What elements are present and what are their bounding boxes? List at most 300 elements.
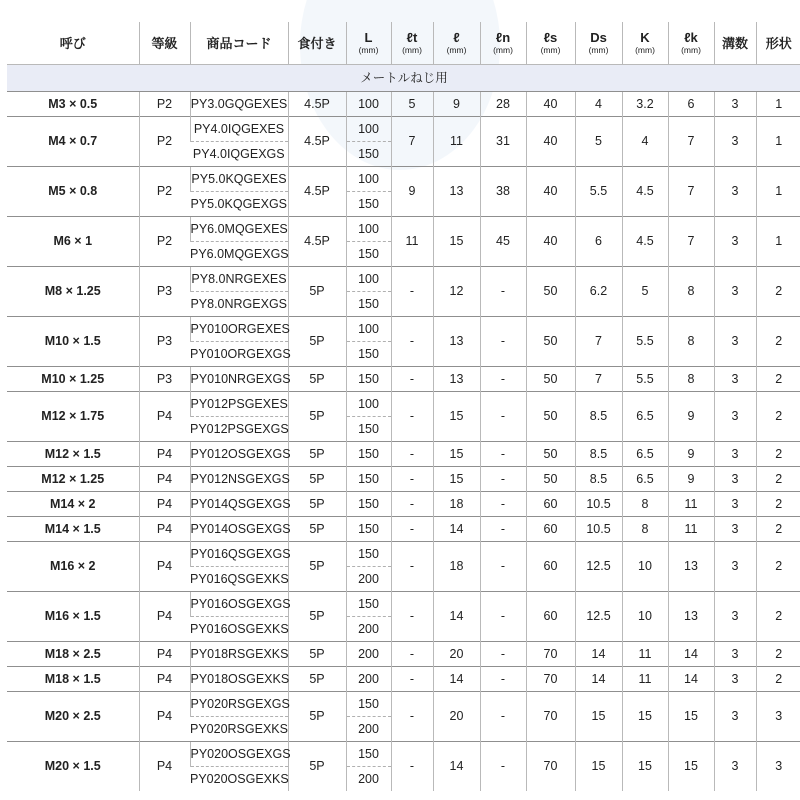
- lk-cell: 9: [668, 392, 714, 442]
- length-cell: 150: [346, 242, 391, 267]
- ln-cell: -: [480, 742, 526, 792]
- l-cell: 14: [433, 667, 480, 692]
- grade-cell: P4: [139, 492, 190, 517]
- ln-cell: -: [480, 467, 526, 492]
- length-cell: 150: [346, 142, 391, 167]
- column-header-label: 食付き: [297, 35, 337, 51]
- ln-cell: -: [480, 267, 526, 317]
- table-row: [7, 542, 800, 567]
- lk-cell: 15: [668, 742, 714, 792]
- grade-cell: P3: [139, 317, 190, 367]
- flutes-cell: 3: [714, 367, 756, 392]
- chamfer-cell: 5P: [288, 517, 346, 542]
- ln-cell: -: [480, 642, 526, 667]
- shape-cell: 1: [756, 117, 800, 167]
- product-code: PY016QSGEXKS: [190, 567, 288, 592]
- ls-cell: 40: [526, 117, 575, 167]
- l-cell: 20: [433, 642, 480, 667]
- column-header: [668, 22, 714, 65]
- shape-cell: 2: [756, 267, 800, 317]
- l-cell: 14: [433, 592, 480, 642]
- k-cell: 5.5: [622, 317, 668, 367]
- column-header: [480, 22, 526, 65]
- ds-cell: 15: [575, 692, 622, 742]
- column-header-label: 溝数: [721, 35, 748, 51]
- column-header: [714, 22, 756, 65]
- column-unit: (mm): [446, 45, 467, 56]
- chamfer-cell: 5P: [288, 317, 346, 367]
- l-cell: 15: [433, 442, 480, 467]
- product-code: PY5.0KQGEXGS: [190, 192, 288, 217]
- column-header-label: 呼び: [59, 35, 86, 51]
- lt-cell: 9: [391, 167, 433, 217]
- k-cell: 10: [622, 542, 668, 592]
- lk-cell: 7: [668, 117, 714, 167]
- l-cell: 18: [433, 492, 480, 517]
- thread-size: M8 × 1.25: [7, 267, 139, 317]
- thread-size: M12 × 1.25: [7, 467, 139, 492]
- ds-cell: 6: [575, 217, 622, 267]
- column-header: [622, 22, 668, 65]
- flutes-cell: 3: [714, 467, 756, 492]
- lt-cell: -: [391, 367, 433, 392]
- thread-size: M5 × 0.8: [7, 167, 139, 217]
- shape-cell: 2: [756, 642, 800, 667]
- product-code: PY6.0MQGEXES: [190, 217, 288, 242]
- column-header-label: L: [364, 30, 373, 46]
- ds-cell: 7: [575, 317, 622, 367]
- length-cell: 100: [346, 317, 391, 342]
- length-cell: 150: [346, 367, 391, 392]
- flutes-cell: 3: [714, 517, 756, 542]
- length-cell: 200: [346, 617, 391, 642]
- length-cell: 150: [346, 517, 391, 542]
- flutes-cell: 3: [714, 392, 756, 442]
- flutes-cell: 3: [714, 542, 756, 592]
- k-cell: 6.5: [622, 467, 668, 492]
- lt-cell: -: [391, 667, 433, 692]
- flutes-cell: 3: [714, 317, 756, 367]
- shape-cell: 2: [756, 467, 800, 492]
- grade-cell: P4: [139, 542, 190, 592]
- table-row: [7, 517, 800, 542]
- ln-cell: -: [480, 692, 526, 742]
- column-header: [346, 22, 391, 65]
- shape-cell: 2: [756, 517, 800, 542]
- column-unit: (mm): [681, 45, 701, 56]
- column-header-label: 等級: [151, 35, 178, 51]
- column-header-label: ℓs: [543, 30, 558, 46]
- ls-cell: 60: [526, 542, 575, 592]
- column-unit: (mm): [493, 45, 513, 56]
- product-code: PY4.0IQGEXES: [190, 117, 288, 142]
- product-code: PY020OSGEXGS: [190, 742, 288, 767]
- ln-cell: 45: [480, 217, 526, 267]
- k-cell: 3.2: [622, 92, 668, 117]
- ds-cell: 8.5: [575, 442, 622, 467]
- length-cell: 150: [346, 442, 391, 467]
- shape-cell: 2: [756, 592, 800, 642]
- lt-cell: -: [391, 492, 433, 517]
- product-code: PY012PSGEXGS: [190, 417, 288, 442]
- column-unit: (mm): [588, 45, 609, 56]
- length-cell: 200: [346, 767, 391, 792]
- chamfer-cell: 4.5P: [288, 92, 346, 117]
- lk-cell: 11: [668, 517, 714, 542]
- k-cell: 5: [622, 267, 668, 317]
- ls-cell: 40: [526, 217, 575, 267]
- product-code: PY8.0NRGEXGS: [190, 292, 288, 317]
- shape-cell: 1: [756, 167, 800, 217]
- l-cell: 18: [433, 542, 480, 592]
- flutes-cell: 3: [714, 167, 756, 217]
- lt-cell: -: [391, 392, 433, 442]
- ln-cell: -: [480, 492, 526, 517]
- grade-cell: P3: [139, 267, 190, 317]
- lt-cell: -: [391, 467, 433, 492]
- k-cell: 11: [622, 667, 668, 692]
- chamfer-cell: 4.5P: [288, 117, 346, 167]
- chamfer-cell: 5P: [288, 392, 346, 442]
- thread-size: M16 × 2: [7, 542, 139, 592]
- chamfer-cell: 5P: [288, 742, 346, 792]
- column-header-label: K: [640, 30, 650, 46]
- chamfer-cell: 5P: [288, 442, 346, 467]
- l-cell: 15: [433, 217, 480, 267]
- product-code: PY6.0MQGEXGS: [190, 242, 288, 267]
- lk-cell: 8: [668, 267, 714, 317]
- length-cell: 150: [346, 192, 391, 217]
- thread-size: M16 × 1.5: [7, 592, 139, 642]
- length-cell: 150: [346, 467, 391, 492]
- thread-size: M6 × 1: [7, 217, 139, 267]
- lt-cell: 5: [391, 92, 433, 117]
- ds-cell: 15: [575, 742, 622, 792]
- ln-cell: 31: [480, 117, 526, 167]
- lk-cell: 6: [668, 92, 714, 117]
- lt-cell: -: [391, 517, 433, 542]
- flutes-cell: 3: [714, 667, 756, 692]
- product-code: PY020RSGEXKS: [190, 717, 288, 742]
- length-cell: 200: [346, 717, 391, 742]
- product-code: PY018RSGEXKS: [190, 642, 288, 667]
- thread-size: M20 × 1.5: [7, 742, 139, 792]
- product-code: PY010ORGEXES: [190, 317, 288, 342]
- ls-cell: 50: [526, 317, 575, 367]
- table-row: [7, 492, 800, 517]
- shape-cell: 2: [756, 667, 800, 692]
- chamfer-cell: 5P: [288, 642, 346, 667]
- lt-cell: -: [391, 642, 433, 667]
- product-code: PY016OSGEXGS: [190, 592, 288, 617]
- l-cell: 15: [433, 392, 480, 442]
- thread-size: M14 × 2: [7, 492, 139, 517]
- lk-cell: 9: [668, 442, 714, 467]
- k-cell: 8: [622, 492, 668, 517]
- column-header: [7, 22, 139, 65]
- lk-cell: 11: [668, 492, 714, 517]
- lk-cell: 15: [668, 692, 714, 742]
- ls-cell: 70: [526, 692, 575, 742]
- k-cell: 10: [622, 592, 668, 642]
- table-row: [7, 217, 800, 242]
- flutes-cell: 3: [714, 92, 756, 117]
- grade-cell: P4: [139, 392, 190, 442]
- column-header: [139, 22, 190, 65]
- k-cell: 4: [622, 117, 668, 167]
- lk-cell: 8: [668, 367, 714, 392]
- column-header: [288, 22, 346, 65]
- ds-cell: 7: [575, 367, 622, 392]
- chamfer-cell: 4.5P: [288, 167, 346, 217]
- ds-cell: 5.5: [575, 167, 622, 217]
- shape-cell: 2: [756, 392, 800, 442]
- thread-size: M10 × 1.25: [7, 367, 139, 392]
- length-cell: 150: [346, 292, 391, 317]
- lk-cell: 13: [668, 592, 714, 642]
- thread-size: M14 × 1.5: [7, 517, 139, 542]
- lt-cell: 7: [391, 117, 433, 167]
- grade-cell: P2: [139, 117, 190, 167]
- ln-cell: -: [480, 542, 526, 592]
- column-header-label: 形状: [765, 35, 792, 51]
- section-label: メートルねじ用: [7, 65, 800, 92]
- ls-cell: 50: [526, 367, 575, 392]
- table-row: [7, 392, 800, 417]
- k-cell: 5.5: [622, 367, 668, 392]
- ls-cell: 50: [526, 267, 575, 317]
- column-header-label: ℓn: [495, 30, 511, 46]
- chamfer-cell: 5P: [288, 367, 346, 392]
- table-row: [7, 592, 800, 617]
- thread-size: M18 × 2.5: [7, 642, 139, 667]
- thread-size: M12 × 1.75: [7, 392, 139, 442]
- length-cell: 150: [346, 542, 391, 567]
- thread-size: M18 × 1.5: [7, 667, 139, 692]
- table-row: [7, 692, 800, 717]
- grade-cell: P2: [139, 217, 190, 267]
- grade-cell: P3: [139, 367, 190, 392]
- table-row: [7, 267, 800, 292]
- l-cell: 9: [433, 92, 480, 117]
- product-code: PY016OSGEXKS: [190, 617, 288, 642]
- k-cell: 4.5: [622, 167, 668, 217]
- ds-cell: 14: [575, 667, 622, 692]
- table-row: [7, 117, 800, 142]
- k-cell: 11: [622, 642, 668, 667]
- ds-cell: 10.5: [575, 492, 622, 517]
- table-row: [7, 742, 800, 767]
- product-code: PY016QSGEXGS: [190, 542, 288, 567]
- column-header-label: 商品コード: [206, 35, 272, 51]
- ds-cell: 12.5: [575, 542, 622, 592]
- shape-cell: 2: [756, 442, 800, 467]
- chamfer-cell: 4.5P: [288, 217, 346, 267]
- grade-cell: P4: [139, 642, 190, 667]
- product-code: PY5.0KQGEXES: [190, 167, 288, 192]
- chamfer-cell: 5P: [288, 667, 346, 692]
- column-header-label: ℓ: [453, 30, 460, 46]
- shape-cell: 2: [756, 317, 800, 367]
- column-unit: (mm): [402, 45, 422, 56]
- column-header: [575, 22, 622, 65]
- column-header-label: ℓk: [684, 30, 698, 46]
- lk-cell: 13: [668, 542, 714, 592]
- lk-cell: 9: [668, 467, 714, 492]
- ls-cell: 40: [526, 92, 575, 117]
- lt-cell: -: [391, 442, 433, 467]
- product-code: PY012PSGEXES: [190, 392, 288, 417]
- shape-cell: 2: [756, 542, 800, 592]
- ls-cell: 70: [526, 642, 575, 667]
- column-unit: (mm): [635, 45, 655, 56]
- l-cell: 13: [433, 367, 480, 392]
- flutes-cell: 3: [714, 642, 756, 667]
- product-code: PY012OSGEXGS: [190, 442, 288, 467]
- ls-cell: 60: [526, 492, 575, 517]
- ln-cell: -: [480, 667, 526, 692]
- length-cell: 100: [346, 217, 391, 242]
- product-code: PY018OSGEXKS: [190, 667, 288, 692]
- ds-cell: 4: [575, 92, 622, 117]
- table-row: [7, 317, 800, 342]
- ln-cell: 28: [480, 92, 526, 117]
- chamfer-cell: 5P: [288, 467, 346, 492]
- column-header: [391, 22, 433, 65]
- flutes-cell: 3: [714, 442, 756, 467]
- column-header: [433, 22, 480, 65]
- product-code: PY010ORGEXGS: [190, 342, 288, 367]
- ln-cell: -: [480, 392, 526, 442]
- ds-cell: 14: [575, 642, 622, 667]
- flutes-cell: 3: [714, 692, 756, 742]
- ls-cell: 50: [526, 442, 575, 467]
- flutes-cell: 3: [714, 117, 756, 167]
- grade-cell: P4: [139, 467, 190, 492]
- ln-cell: -: [480, 367, 526, 392]
- l-cell: 15: [433, 467, 480, 492]
- length-cell: 100: [346, 392, 391, 417]
- product-code: PY012NSGEXGS: [190, 467, 288, 492]
- thread-size: M20 × 2.5: [7, 692, 139, 742]
- length-cell: 100: [346, 167, 391, 192]
- thread-size: M12 × 1.5: [7, 442, 139, 467]
- product-code: PY014OSGEXGS: [190, 517, 288, 542]
- column-header: [526, 22, 575, 65]
- l-cell: 12: [433, 267, 480, 317]
- ds-cell: 10.5: [575, 517, 622, 542]
- lk-cell: 8: [668, 317, 714, 367]
- table-row: [7, 92, 800, 117]
- shape-cell: 2: [756, 492, 800, 517]
- ls-cell: 70: [526, 742, 575, 792]
- grade-cell: P4: [139, 692, 190, 742]
- thread-size: M3 × 0.5: [7, 92, 139, 117]
- length-cell: 150: [346, 492, 391, 517]
- lk-cell: 7: [668, 167, 714, 217]
- tap-spec-table: [7, 22, 800, 791]
- length-cell: 150: [346, 692, 391, 717]
- thread-size: M10 × 1.5: [7, 317, 139, 367]
- flutes-cell: 3: [714, 492, 756, 517]
- ds-cell: 8.5: [575, 467, 622, 492]
- chamfer-cell: 5P: [288, 592, 346, 642]
- length-cell: 150: [346, 742, 391, 767]
- column-header-label: Ds: [590, 30, 607, 46]
- product-code: PY020RSGEXGS: [190, 692, 288, 717]
- lt-cell: -: [391, 267, 433, 317]
- ln-cell: -: [480, 442, 526, 467]
- grade-cell: P4: [139, 442, 190, 467]
- lt-cell: -: [391, 692, 433, 742]
- l-cell: 14: [433, 742, 480, 792]
- l-cell: 13: [433, 167, 480, 217]
- table-row: [7, 367, 800, 392]
- lt-cell: -: [391, 542, 433, 592]
- table-row: [7, 642, 800, 667]
- column-unit: (mm): [358, 45, 379, 56]
- grade-cell: P4: [139, 517, 190, 542]
- grade-cell: P2: [139, 167, 190, 217]
- length-cell: 200: [346, 642, 391, 667]
- length-cell: 150: [346, 592, 391, 617]
- grade-cell: P4: [139, 592, 190, 642]
- chamfer-cell: 5P: [288, 492, 346, 517]
- column-header: [756, 22, 800, 65]
- ln-cell: -: [480, 317, 526, 367]
- shape-cell: 1: [756, 92, 800, 117]
- k-cell: 15: [622, 742, 668, 792]
- k-cell: 6.5: [622, 392, 668, 442]
- table-row: [7, 667, 800, 692]
- ds-cell: 5: [575, 117, 622, 167]
- lt-cell: -: [391, 592, 433, 642]
- shape-cell: 2: [756, 367, 800, 392]
- ln-cell: 38: [480, 167, 526, 217]
- chamfer-cell: 5P: [288, 542, 346, 592]
- grade-cell: P4: [139, 667, 190, 692]
- ln-cell: -: [480, 592, 526, 642]
- table-row: [7, 167, 800, 192]
- k-cell: 6.5: [622, 442, 668, 467]
- ds-cell: 12.5: [575, 592, 622, 642]
- l-cell: 13: [433, 317, 480, 367]
- ds-cell: 8.5: [575, 392, 622, 442]
- grade-cell: P2: [139, 92, 190, 117]
- length-cell: 150: [346, 417, 391, 442]
- shape-cell: 3: [756, 692, 800, 742]
- ls-cell: 70: [526, 667, 575, 692]
- lk-cell: 14: [668, 642, 714, 667]
- header-row: [7, 22, 800, 65]
- length-cell: 100: [346, 117, 391, 142]
- table-row: [7, 442, 800, 467]
- flutes-cell: 3: [714, 267, 756, 317]
- l-cell: 14: [433, 517, 480, 542]
- k-cell: 8: [622, 517, 668, 542]
- length-cell: 100: [346, 267, 391, 292]
- lk-cell: 7: [668, 217, 714, 267]
- chamfer-cell: 5P: [288, 692, 346, 742]
- grade-cell: P4: [139, 742, 190, 792]
- chamfer-cell: 5P: [288, 267, 346, 317]
- l-cell: 11: [433, 117, 480, 167]
- product-code: PY8.0NRGEXES: [190, 267, 288, 292]
- flutes-cell: 3: [714, 217, 756, 267]
- lt-cell: -: [391, 742, 433, 792]
- product-code: PY020OSGEXKS: [190, 767, 288, 792]
- ds-cell: 6.2: [575, 267, 622, 317]
